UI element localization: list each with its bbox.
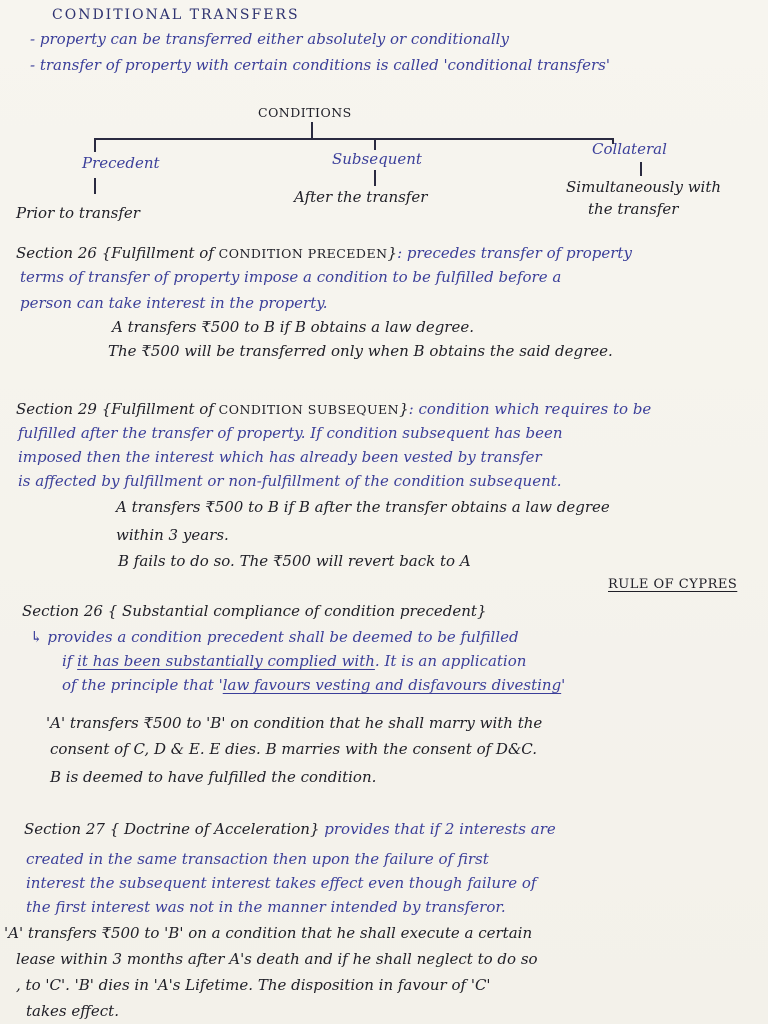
intro-line-1: - property can be transferred either absolutely or conditionally <box>30 30 509 48</box>
s2-head: Section 29 <box>16 400 97 418</box>
s3-title: { Substantial compliance of condition precedent} <box>107 602 487 620</box>
tree-sub-3 <box>640 162 642 176</box>
s2-example-1: A transfers ₹500 to B if B after the transfer obtains a law degree <box>116 498 610 516</box>
s3-line3-post: ' <box>561 676 566 694</box>
s3-line2-pre: if <box>62 652 78 670</box>
s1-example-2: The ₹500 will be transferred only when B obtains the said degree. <box>108 342 613 360</box>
s4-line-3: the first interest was not in the manner intended by transferor. <box>26 898 506 916</box>
s3-example-3: B is deemed to have fulfilled the condition. <box>50 768 377 786</box>
s4-title: { Doctrine of Acceleration} <box>109 820 320 838</box>
s4-example-3: , to 'C'. 'B' dies in 'A's Lifetime. The disposition in favour of 'C' <box>16 976 491 994</box>
tree-drop-1 <box>94 138 96 152</box>
s2-line-3: is affected by fulfillment or non-fulfillment of the condition subsequent. <box>18 472 562 490</box>
tree-root: CONDITIONS <box>258 105 352 120</box>
s2-title-close: } <box>399 400 409 418</box>
intro-line-2: - transfer of property with certain conditions is called 'conditional transfers' <box>30 56 610 74</box>
s1-example-1: A transfers ₹500 to B if B obtains a law degree. <box>112 318 474 336</box>
s1-head: Section 26 <box>16 244 97 262</box>
s3-example-2: consent of C, D & E. E dies. B marries with the consent of D&C. <box>50 740 538 758</box>
branch-collateral: Collateral <box>592 140 667 158</box>
s2-line-2: imposed then the interest which has already been vested by transfer <box>18 448 542 466</box>
s2-heading <box>16 400 651 419</box>
s2-example-2: within 3 years. <box>116 526 229 544</box>
branch-subsequent-desc: After the transfer <box>294 188 428 206</box>
tree-sub-2 <box>374 170 376 186</box>
s4-head: Section 27 <box>24 820 105 838</box>
s1-title-caps: CONDITION PRECEDEN <box>218 246 388 261</box>
s3-example-1: 'A' transfers ₹500 to 'B' on condition that he shall marry with the <box>46 714 543 732</box>
tree-root-stem <box>311 122 313 138</box>
s1-line-1: terms of transfer of property impose a condition to be fulfilled before a <box>20 268 562 286</box>
s3-line2-underlined: it has been substantially complied with <box>77 652 375 670</box>
s1-brace-open: { <box>101 244 112 262</box>
s1-heading <box>16 244 632 263</box>
s2-brace-open: { <box>101 400 112 418</box>
s2-title-caps: CONDITION SUBSEQUEN <box>218 402 400 417</box>
s3-rule: RULE OF CYPRES <box>608 577 738 592</box>
tree-sub-1 <box>94 178 96 194</box>
branch-collateral-desc-2: the transfer <box>588 200 679 218</box>
s1-line-2: person can take interest in the property. <box>20 294 328 312</box>
s4-line-1: created in the same transaction then upon the failure of first <box>26 850 489 868</box>
s3-line2-post: . It is an application <box>374 652 527 670</box>
s3-line-3 <box>62 676 565 694</box>
s3-line3-pre: of the principle that ' <box>62 676 223 694</box>
branch-precedent: Precedent <box>82 154 160 172</box>
branch-collateral-desc-1: Simultaneously with <box>566 178 722 196</box>
branch-precedent-desc: Prior to transfer <box>16 204 140 222</box>
s1-after: : precedes transfer of property <box>397 244 632 262</box>
s4-after: provides that if 2 interests are <box>319 820 556 838</box>
s3-line-2 <box>62 652 526 670</box>
tree-bar <box>94 138 614 140</box>
s4-example-4: takes effect. <box>26 1002 119 1020</box>
s4-line-2: interest the subsequent interest takes effect even though failure of <box>26 874 537 892</box>
s2-example-3: B fails to do so. The ₹500 will revert back to A <box>118 552 471 570</box>
s3-heading <box>22 602 487 620</box>
s2-line-1: fulfilled after the transfer of property. If condition subsequent has been <box>18 424 563 442</box>
s3-line-1: ↳ provides a condition precedent shall be deemed to be fulfilled <box>30 628 519 646</box>
branch-subsequent: Subsequent <box>332 150 422 168</box>
page-title: CONDITIONAL TRANSFERS <box>52 7 300 23</box>
s3-head: Section 26 <box>22 602 103 620</box>
s1-title-close: } <box>387 244 398 262</box>
s4-example-1: 'A' transfers ₹500 to 'B' on a condition that he shall execute a certain <box>4 924 533 942</box>
s2-title-pre: Fulfillment of <box>111 400 219 418</box>
s1-title-pre: Fulfillment of <box>111 244 219 262</box>
s4-example-2: lease within 3 months after A's death and if he shall neglect to do so <box>16 950 538 968</box>
s3-line3-underlined: law favours vesting and disfavours divesting <box>222 676 562 694</box>
s2-after: : condition which requires to be <box>408 400 652 418</box>
s4-heading <box>24 820 556 838</box>
tree-drop-2 <box>374 138 376 150</box>
